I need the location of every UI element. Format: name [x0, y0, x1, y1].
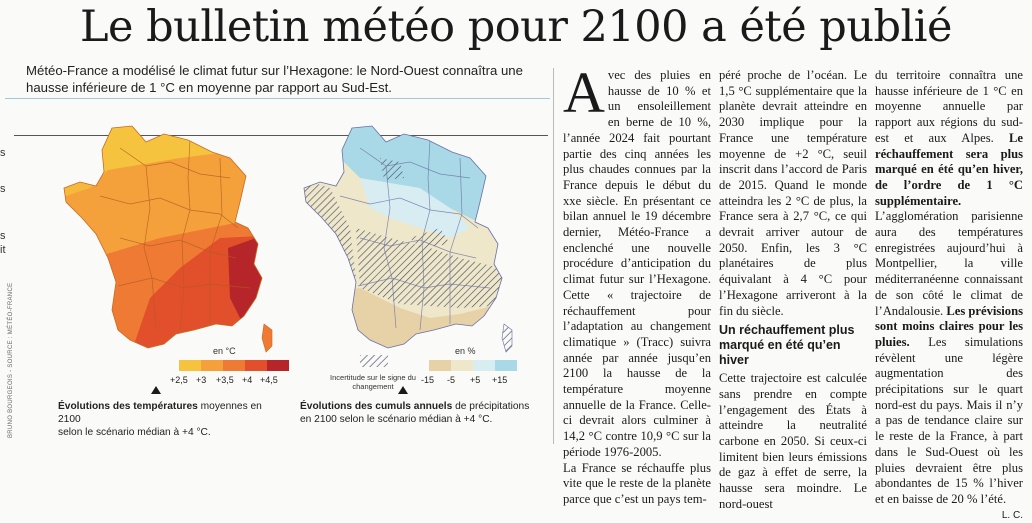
- legend-swatch: [201, 360, 223, 371]
- temp-tick: +4,5: [260, 375, 278, 385]
- temp-tick: +4: [242, 375, 253, 385]
- subheading: Un réchauffement plus marqué en été qu’en hiver: [719, 323, 855, 368]
- precip-tick: -5: [447, 375, 456, 385]
- col3-bold-2: Les prévisions sont moins claires pour les pluies.: [875, 303, 1023, 349]
- precipitation-map: [300, 118, 522, 356]
- temp-caption-rest: moyennes en 2100: [58, 401, 262, 425]
- column-divider: [553, 68, 554, 444]
- temp-tick: +2,5: [170, 375, 188, 385]
- legend-swatch: [451, 360, 473, 371]
- hatch-legend-swatch: [360, 355, 388, 367]
- legend-swatch: [245, 360, 267, 371]
- edge-fragment-2: s: [0, 183, 6, 195]
- caption-pointer-icon: [151, 386, 161, 394]
- edge-fragment-1: s: [0, 147, 6, 159]
- corsica-shape: [502, 324, 512, 352]
- legend-swatch: [495, 360, 517, 371]
- legend-swatch: [267, 360, 289, 371]
- col3-text-2: L’agglomération parisienne aura des températures enregistrées aujourd’hui à Montpellier, la ville méditerranéenne connaissant de son côté le climat de l’Andalousie.: [875, 209, 1023, 318]
- col2-paragraph-1: péré proche de l’océan. Le 1,5 °C supplémentaire que la planète devrait atteindre en 2030 implique pour la France une température moyenne de +2 °C, seuil inscrit dans l’accord de Paris de 2015. Quand le monde atteindra les 2 °C de plus, la France sera à 2,7 °C, ce qui devrait arriver autour de 2050. Enfin, les 3 °C planétaires de plus équivalant à 4 °C pour l’Hexagone arriveront à la fin du siècle.: [719, 68, 867, 318]
- precip-caption-line2: en 2100 selon le scénario médian à +4 °C.: [300, 414, 493, 425]
- col1-paragraph-2: La France se réchauffe plus vite que le reste de la planète parce que c’est un pays tem-: [563, 460, 711, 506]
- col3-bold-1: Le réchauffement sera plus marqué en été qu’en hiver, de l’ordre de 1 °C supplémentaire.: [875, 130, 1023, 208]
- article-column-3: [875, 68, 1023, 523]
- temp-caption: [58, 400, 278, 439]
- temp-caption-line2: selon le scénario médian à +4 °C.: [58, 427, 211, 438]
- hatch-legend-label: Incertitude sur le signe du changement: [330, 373, 416, 391]
- col2-paragraph-2: Cette trajectoire est calculée sans prendre en compte l’engagement des États à atteindre la neutralité carbone en 2050. Si ceux-ci limitent bien leurs émissions de gaz à effet de serre, la hausse sera moindre. Le nord-ouest: [719, 371, 867, 511]
- precip-caption: [300, 400, 550, 426]
- col3-text-1: du territoire connaîtra une hausse inférieure de 1 °C en moyenne annuelle par rapport aux régions du sud-est et aux Alpes.: [875, 68, 1023, 145]
- precip-caption-bold: Évolutions des cumuls annuels: [300, 401, 453, 412]
- lead-paragraph: Météo-France a modélisé le climat futur sur l’Hexagone: le Nord-Ouest connaîtra une hausse inférieure de 1 °C en moyenne par rapport au Sud-Est.: [26, 63, 523, 95]
- col3-text-3: Les simulations révèlent une légère augmentation des précipitations sur le quart nord-est du pays. Mais il n’y a pas de tendance claire sur le reste de la France, à part dans le Sud-Ouest où les pluies devraient être plus abondantes de 15 % l’hiver et en baisse de 20 % l’été.: [875, 334, 1023, 506]
- article-column-1: [563, 60, 711, 508]
- edge-fragment-4: it: [0, 244, 6, 256]
- author-signature: L. C.: [1001, 509, 1023, 521]
- precip-tick: +5: [470, 375, 481, 385]
- col1-paragraph-1: vec des pluies en hausse de 10 % et un ensoleillement en berne de 10 %, l’année 2024 fait pourtant partie des cinq années les plus chaudes connues par la France depuis le début du xxe siècle. En présentant ce bilan annuel le 19 décembre dernier, Météo-France a enclenché une nouvelle procédure d’anticipation du climat futur sur l’Hexagone. Cette « trajectoire de réchauffement pour l’adaptation au changement climatique » (Tracc) suivra année par année jusqu’en 2100 la hausse de la température moyenne annuelle de la France. Celle-ci devrait alors culminer à 14,2 °C contre 10,9 °C sur la période 1976-2005.: [563, 68, 711, 459]
- precip-legend-title: en %: [455, 346, 476, 356]
- temp-caption-bold: Évolutions des températures: [58, 401, 198, 412]
- legend-swatch: [179, 360, 201, 371]
- caption-pointer-icon: [398, 386, 408, 394]
- precip-tick: -15: [421, 375, 435, 385]
- legend-swatch: [223, 360, 245, 371]
- precip-caption-rest: de précipitations: [452, 401, 530, 412]
- temp-legend-title: en °C: [213, 346, 236, 356]
- legend-swatch: [429, 360, 451, 371]
- legend-swatch: [473, 360, 495, 371]
- lead-divider: [5, 98, 550, 99]
- headline: Le bulletin météo pour 2100 a été publié: [79, 2, 953, 52]
- temp-tick: +3: [196, 375, 207, 385]
- article-column-2: [719, 68, 867, 513]
- precip-tick: +15: [492, 375, 508, 385]
- corsica-shape: [262, 324, 272, 352]
- temp-tick: +3,5: [216, 375, 234, 385]
- temperature-map: [60, 118, 282, 356]
- graphic-credit: BRUNO BOURGEOIS - SOURCE : MÉTÉO-FRANCE: [8, 282, 14, 438]
- drop-cap: A: [563, 60, 605, 125]
- edge-fragment-3: s: [0, 230, 6, 242]
